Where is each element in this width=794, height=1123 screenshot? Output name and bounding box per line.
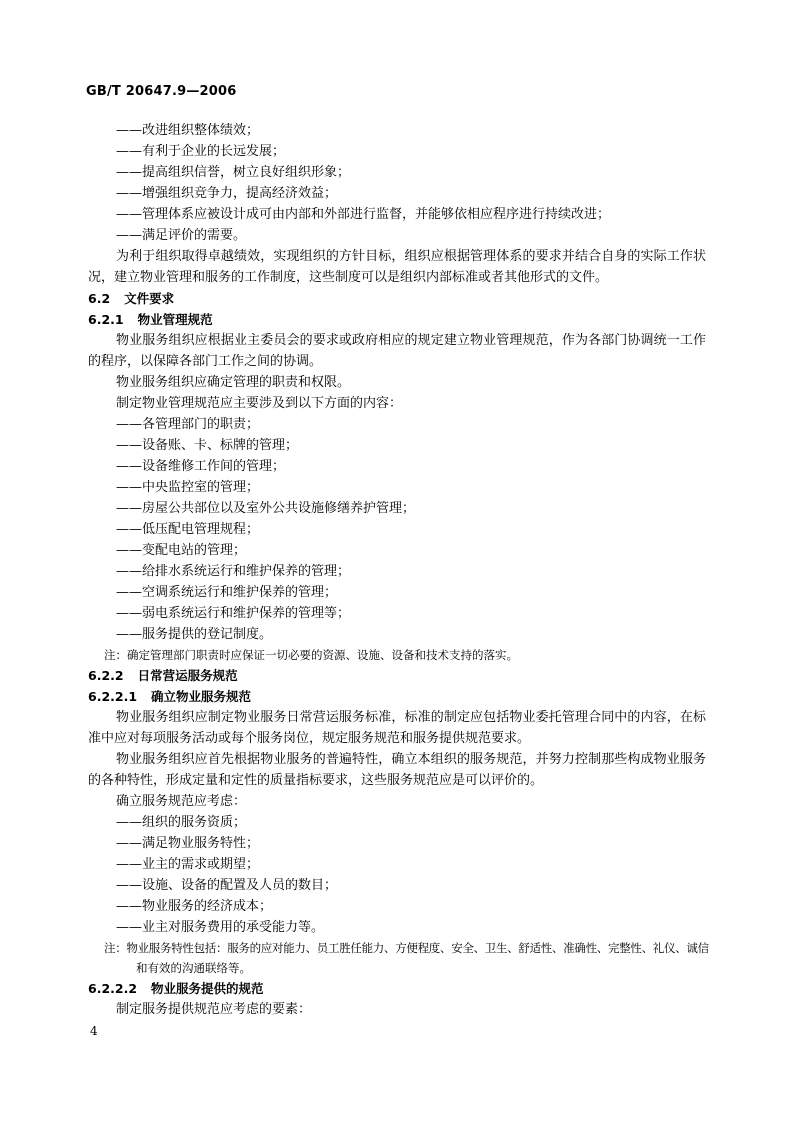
list-item: ——设备账、卡、标牌的管理； [116,438,299,453]
section-number: 6.2.1 [88,312,124,327]
section-heading-6-2-2 [88,665,706,686]
list-item: ——给排水系统运行和维护保养的管理； [116,564,351,579]
list-item: ——业主对服务费用的承受能力等。 [116,920,325,935]
list-item: ——空调系统运行和维护保养的管理； [116,585,338,600]
list-item: ——变配电站的管理； [116,543,247,558]
page-body [88,120,709,1020]
section-number: 6.2.2.2 [88,981,138,996]
list-item: ——设备维修工作间的管理； [116,459,286,474]
list-item: ——管理体系应被设计成可由内部和外部进行监督，并能够依相应程序进行持续改进； [116,207,611,222]
paragraph: 制定服务提供规范应考虑的要素： [116,1002,312,1017]
section-number: 6.2.2.1 [88,689,138,704]
list-item: ——满足物业服务特性； [116,836,260,851]
section-title: 物业服务提供的规范 [151,981,264,996]
section-title: 文件要求 [124,291,175,306]
list-item: ——设施、设备的配置及人员的数目； [116,878,338,893]
list-item: ——弱电系统运行和维护保养的管理等； [116,606,351,621]
paragraph: 物业服务组织应首先根据物业服务的普遍特性，确立本组织的服务规范，并努力控制那些构成物业服务的各种特性，形成定量和定性的质量指标要求，这些服务规范应是可以评价的。 [88,752,706,788]
note: 注：物业服务特性包括：服务的应对能力、员工胜任能力、方便程度、安全、卫生、舒适性、准确性、完整性、礼仪、诚信 [104,941,709,955]
list-item: ——业主的需求或期望； [116,857,260,872]
paragraph: 制定物业管理规范应主要涉及到以下方面的内容： [116,396,403,411]
section-heading-6-2-1 [88,309,706,330]
section-title: 物业管理规范 [137,312,213,327]
list-item: ——改进组织整体绩效； [116,123,260,138]
section-title: 日常营运服务规范 [137,668,238,683]
section-title: 确立物业服务规范 [151,689,252,704]
list-item: ——提高组织信誉，树立良好组织形象； [116,165,351,180]
list-item: ——有利于企业的长远发展； [116,144,286,159]
list-item: ——满足评价的需要。 [116,228,247,243]
paragraph: 物业服务组织应根据业主委员会的要求或政府相应的规定建立物业管理规范，作为各部门协调统一工作的程序，以保障各部门工作之间的协调。 [88,333,706,369]
paragraph: 物业服务组织应制定物业服务日常营运服务标准，标准的制定应包括物业委托管理合同中的内容，在标准中应对每项服务活动或每个服务岗位，规定服务规范和服务提供规范要求。 [88,710,706,746]
section-number: 6.2 [88,291,111,306]
section-heading-6-2-2-2 [88,978,706,999]
list-item: ——增强组织竞争力，提高经济效益； [116,186,338,201]
note-continuation: 和有效的沟通联络等。 [136,961,251,975]
list-item: ——低压配电管理规程； [116,522,260,537]
section-heading-6-2 [88,288,706,309]
paragraph: 为利于组织取得卓越绩效，实现组织的方针目标，组织应根据管理体系的要求并结合自身的实际工作状况，建立物业管理和服务的工作制度，这些制度可以是组织内部标准或者其他形式的文件。 [88,249,706,285]
section-heading-6-2-2-1 [88,686,706,707]
list-item: ——中央监控室的管理； [116,480,260,495]
list-item: ——物业服务的经济成本； [116,899,273,914]
paragraph: 物业服务组织应确定管理的职责和权限。 [116,375,351,390]
list-item: ——房屋公共部位以及室外公共设施修缮养护管理； [116,501,416,516]
list-item: ——组织的服务资质； [116,815,247,830]
page-number: 4 [90,1024,98,1038]
note: 注：确定管理部门职责时应保证一切必要的资源、设施、设备和技术支持的落实。 [104,648,518,662]
list-item: ——各管理部门的职责； [116,417,260,432]
list-item: ——服务提供的登记制度。 [116,627,273,642]
paragraph: 确立服务规范应考虑： [116,794,247,809]
section-number: 6.2.2 [88,668,124,683]
standard-code: GB/T 20647.9—2006 [86,84,237,99]
